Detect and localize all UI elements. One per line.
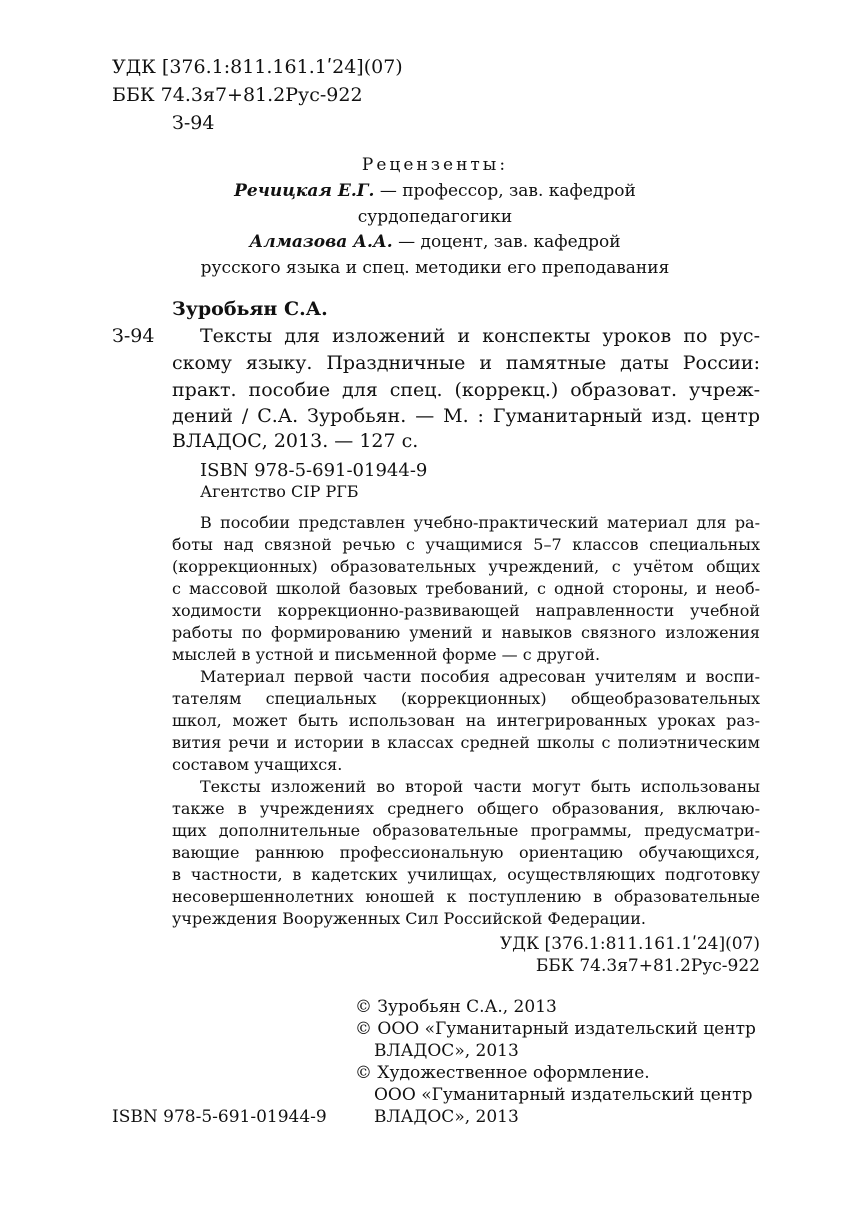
reviewer-1-name: Речицкая Е.Г. (234, 181, 375, 201)
abstract-line: ходимости коррекционно-развивающей направленности учебной (172, 601, 760, 620)
abstract-line: несовершеннолетних юношей к поступлению в образовательные (172, 887, 760, 906)
udk-code: УДК [376.1:811.161.1ʹ24](07) (112, 56, 403, 78)
author-sign: З-94 (172, 112, 215, 134)
entry-code: З-94 (112, 325, 155, 347)
reviewer-2-line (150, 232, 720, 252)
abstract-line: школ, может быть использован на интегрированных уроках раз- (172, 711, 760, 730)
reviewer-2-name: Алмазова А.А. (249, 232, 393, 252)
copyright-line: © Художественное оформление. (355, 1063, 650, 1083)
reviewer-1-role: — профессор, зав. кафедрой (374, 181, 636, 201)
abstract-line: учреждения Вооруженных Сил Российской Федерации. (172, 909, 646, 928)
copyright-line: ВЛАДОС», 2013 (374, 1041, 519, 1061)
abstract-line: мыслей в устной и письменной форме — с другой. (172, 645, 601, 664)
entry-agency: Агентство CIP РГБ (200, 482, 359, 501)
entry-line: ВЛАДОС, 2013. — 127 с. (172, 430, 419, 452)
abstract-line: тателям специальных (коррекционных) общеобразовательных (172, 689, 760, 708)
reviewer-2-department: русского языка и спец. методики его преподавания (200, 258, 670, 278)
entry-line: скому языку. Праздничные и памятные даты России: (172, 352, 760, 374)
abstract-line: вития речи и истории в классах средней школы с полиэтническим (172, 733, 760, 752)
abstract-line: Тексты изложений во второй части могут быть использованы (200, 777, 760, 796)
abstract-line: работы по формированию умений и навыков связного изложения (172, 623, 760, 642)
reviewer-1-line (150, 181, 720, 201)
abstract-line: (коррекционных) образовательных учреждений, с учётом общих (172, 557, 760, 576)
entry-line: Тексты для изложений и конспекты уроков по рус- (200, 325, 760, 347)
reviewer-1-department: сурдопедагогики (357, 207, 513, 227)
abstract-line: с массовой школой базовых требований, с одной стороны, и необ- (172, 579, 760, 598)
abstract-line: боты над связной речью с учащимися 5–7 классов специальных (172, 535, 760, 554)
copyright-line: © ООО «Гуманитарный издательский центр (355, 1019, 756, 1039)
abstract-line: в частности, в кадетских училищах, осуществляющих подготовку (172, 865, 760, 884)
abstract-line: Материал первой части пособия адресован учителям и воспи- (200, 667, 760, 686)
bbk-code: ББК 74.3я7+81.2Рус-922 (112, 84, 363, 106)
entry-isbn: ISBN 978-5-691-01944-9 (200, 460, 428, 481)
reviewers-title: Рецензенты: (361, 155, 509, 175)
entry-line: практ. пособие для спец. (коррекц.) образоват. учреж- (172, 379, 760, 401)
abstract-line: щих дополнительные образовательные программы, предусматри- (172, 821, 760, 840)
abstract-line: В пособии представлен учебно-практический материал для ра- (200, 513, 760, 532)
footer-udk: УДК [376.1:811.161.1ʹ24](07) (499, 934, 760, 954)
abstract-line: также в учреждениях среднего общего образования, включаю- (172, 799, 760, 818)
bottom-isbn: ISBN 978-5-691-01944-9 (112, 1107, 327, 1127)
copyright-line: ВЛАДОС», 2013 (374, 1107, 519, 1127)
entry-line: дений / С.А. Зуробьян. — М. : Гуманитарный изд. центр (172, 405, 760, 427)
footer-bbk: ББК 74.3я7+81.2Рус-922 (535, 956, 760, 976)
reviewer-2-role: — доцент, зав. кафедрой (392, 232, 621, 252)
abstract-line: составом учащихся. (172, 755, 343, 774)
entry-author: Зуробьян С.А. (172, 298, 328, 320)
abstract-line: вающие раннюю профессиональную ориентацию обучающихся, (172, 843, 760, 862)
copyright-line: © Зуробьян С.А., 2013 (355, 997, 557, 1017)
copyright-line: ООО «Гуманитарный издательский центр (374, 1085, 753, 1105)
